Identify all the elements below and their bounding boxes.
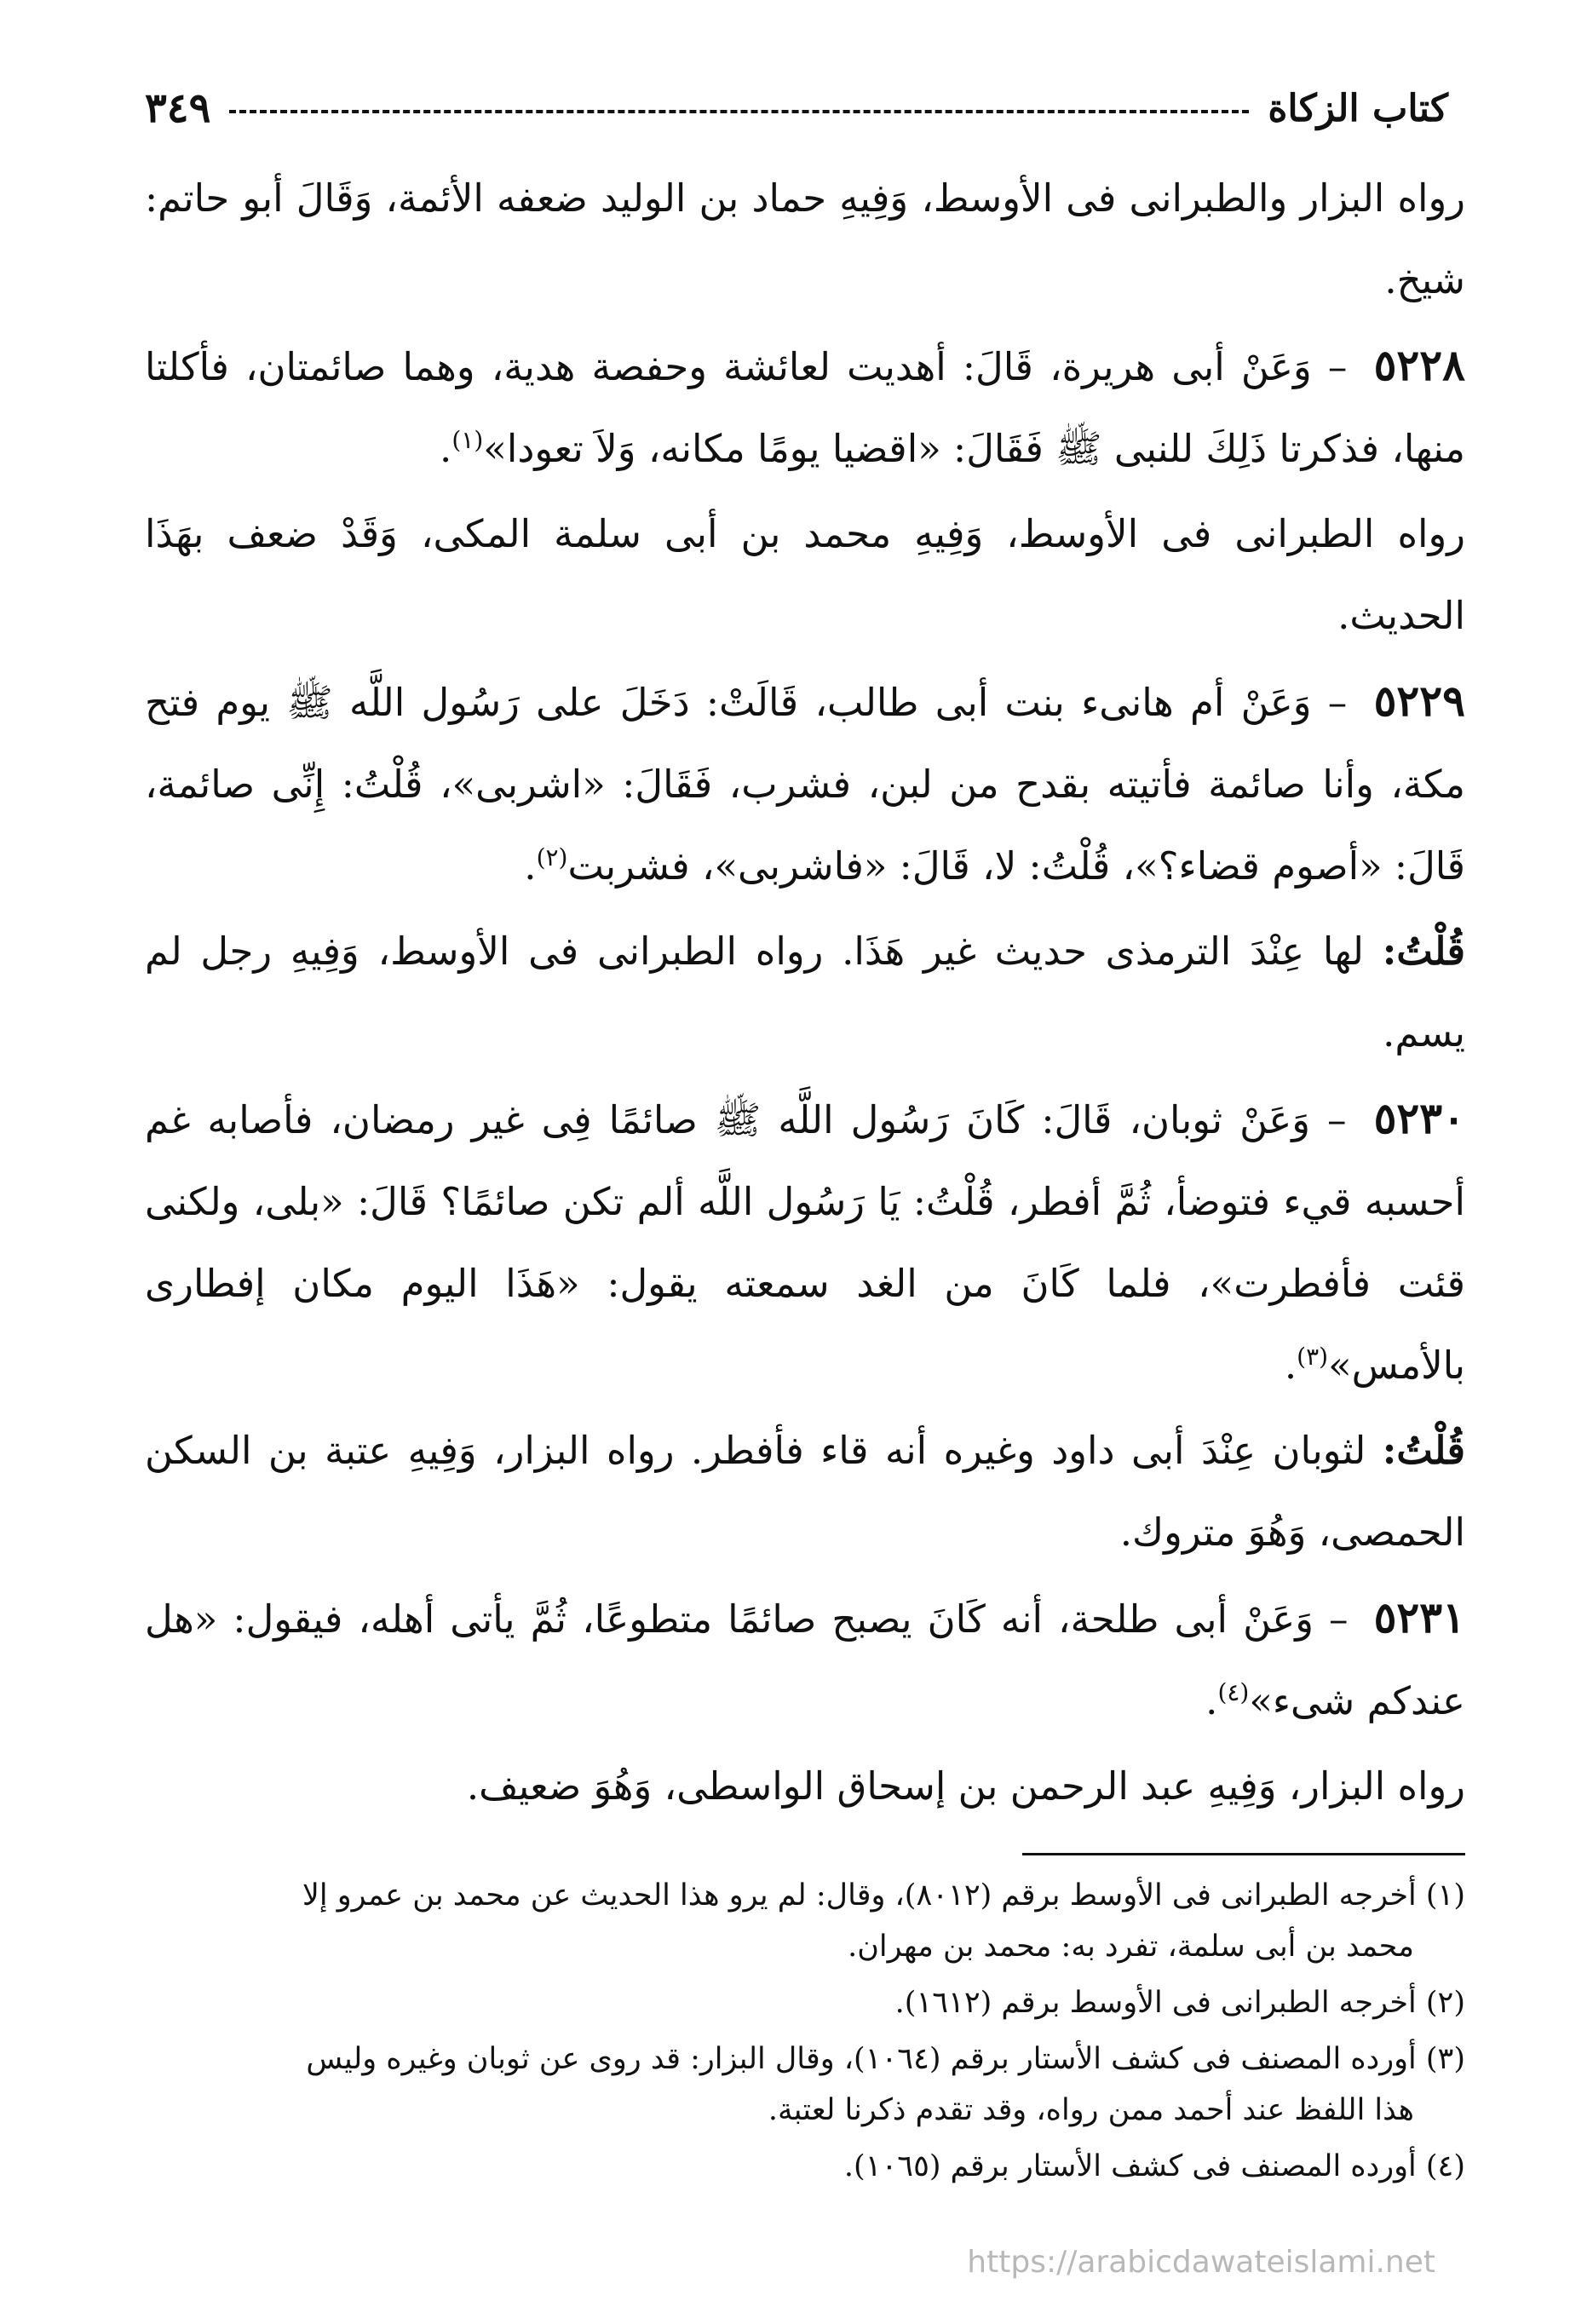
paragraph bbox=[145, 1410, 1465, 1573]
footnote-ref[interactable]: (٤) bbox=[1217, 1678, 1250, 1706]
footnote-text: (١) أخرجه الطبرانى فى الأوسط برقم (٨٠١٢)، وقال: لم يرو هذا الحديث عن محمد بن عمرو إلا bbox=[302, 1878, 1465, 1913]
hadith-5228: ٥٢٢٨ – وَعَنْ أبى هريرة، قَالَ: أهديت لعائشة وحفصة هدية، وهما صائمتان، فأكلتا منها، فذكرتا ذَلِكَ للنبى ﷺ فَقَالَ: «اقضيا يومًا مكانه، وَلاَ تعودا»$^{(١)}$. bbox=[145, 340, 1465, 471]
paragraph-text: لثوبان عِنْدَ أبى داود وغيره أنه قاء فأفطر. رواه البزار، وَفِيهِ عتبة بن السكن الحمصى، وَهُوَ متروك. bbox=[145, 1428, 1465, 1555]
running-header bbox=[145, 78, 1448, 138]
footnote-text: (٤) أورده المصنف فى كشف الأستار برقم (١٠٦٥). bbox=[843, 2149, 1465, 2183]
book-title: كتاب الزكاة bbox=[1268, 86, 1448, 130]
paragraph bbox=[145, 158, 1465, 321]
paragraph bbox=[145, 911, 1465, 1074]
footnote-text-continued: هذا اللفظ عند أحمد ممن رواه، وقد تقدم ذكرنا لعتبة. bbox=[768, 2093, 1414, 2127]
footnote-divider bbox=[1022, 1853, 1465, 1855]
footnote-3 bbox=[141, 2034, 1465, 2136]
hadith-5231: ٥٢٣١ – وَعَنْ أبى طلحة، أنه كَانَ يصبح صائمًا متطوعًا، ثُمَّ يأتى أهله، فيقول: «هل عندكم شىء»$^{(٤)}$. bbox=[145, 1592, 1465, 1723]
paragraph bbox=[145, 1746, 1465, 1827]
paragraph-text: رواه الطبرانى فى الأوسط، وَفِيهِ محمد بن أبى سلمة المكى، وَقَدْ ضعف بهَذَا الحديث. bbox=[145, 511, 1465, 638]
footnotes bbox=[141, 1870, 1465, 2197]
footnote-4 bbox=[141, 2141, 1465, 2192]
paragraph-text: لها عِنْدَ الترمذى حديث غير هَذَا. رواه الطبرانى فى الأوسط، وَفِيهِ رجل لم يسم. bbox=[145, 929, 1465, 1056]
source-watermark: https://arabicdawateislami.net bbox=[967, 2245, 1435, 2280]
header-dashed-rule bbox=[229, 110, 1249, 113]
footnote-ref[interactable]: (١) bbox=[451, 426, 484, 454]
footnote-1 bbox=[141, 1870, 1465, 1972]
hadith-text: – وَعَنْ أبى طلحة، أنه كَانَ يصبح صائمًا متطوعًا، ثُمَّ يأتى أهله، فيقول: «هل عندكم شىء» bbox=[145, 1596, 1465, 1723]
paragraph-text: رواه البزار، وَفِيهِ عبد الرحمن بن إسحاق الواسطى، وَهُوَ ضعيف. bbox=[466, 1763, 1465, 1809]
hadith-number: ٥٢٣٠ bbox=[1373, 1093, 1465, 1143]
paragraph-text: رواه البزار والطبرانى فى الأوسط، وَفِيهِ حماد بن الوليد ضعفه الأئمة، وَقَالَ أبو حاتم: شيخ. bbox=[145, 175, 1465, 302]
hadith-5230: ٥٢٣٠ – وَعَنْ ثوبان، قَالَ: كَانَ رَسُول اللَّه ﷺ صائمًا فِى غير رمضان، فأصابه غم أحسبه قيء فتوضأ، ثُمَّ أفطر، قُلْتُ: يَا رَسُول اللَّه ألم تكن صائمًا؟ قَالَ: «بلى، ولكنى قئت فأفطرت»، فلما كَانَ من الغد سمعته يقول: «هَذَا اليوم مكان إفطارى بالأمس»$^{(٣)}$. bbox=[145, 1093, 1465, 1388]
hadith-5229: ٥٢٢٩ – وَعَنْ أم هانىء بنت أبى طالب، قَالَتْ: دَخَلَ على رَسُول اللَّه ﷺ يوم فتح مكة، وأنا صائمة فأتيته بقدح من لبن، فشرب، فَقَالَ: «اشربى»، قُلْتُ: إِنِّى صائمة، قَالَ: «أصوم قضاء؟»، قُلْتُ: لا، قَالَ: «فاشربى»، فشربت$^{(٢)}$. bbox=[145, 676, 1465, 889]
qult-label: قُلْتُ: bbox=[1382, 929, 1465, 974]
hadith-number: ٥٢٣١ bbox=[1373, 1592, 1465, 1642]
page-number: ٣٤٩ bbox=[145, 84, 211, 132]
paragraph bbox=[145, 493, 1465, 657]
hadith-number: ٥٢٢٩ bbox=[1373, 676, 1465, 726]
footnote-2 bbox=[141, 1977, 1465, 2028]
footnote-text: (٣) أورده المصنف فى كشف الأستار برقم (١٠٦٤)، وقال البزار: قد روى عن ثوبان وغيره وليس bbox=[306, 2042, 1465, 2076]
footnote-text: (٢) أخرجه الطبرانى فى الأوسط برقم (١٦١٢). bbox=[894, 1986, 1465, 2020]
hadith-text: – وَعَنْ أم هانىء بنت أبى طالب، قَالَتْ: دَخَلَ على رَسُول اللَّه ﷺ يوم فتح مكة، وأنا صائمة فأتيته بقدح من لبن، فشرب، فَقَالَ: «اشربى»، قُلْتُ: إِنِّى صائمة، قَالَ: «أصوم قضاء؟»، قُلْتُ: لا، قَالَ: «فاشربى»، فشربت bbox=[145, 680, 1465, 889]
main-text bbox=[145, 158, 1465, 1831]
hadith-text: – وَعَنْ ثوبان، قَالَ: كَانَ رَسُول اللَّه ﷺ صائمًا فِى غير رمضان، فأصابه غم أحسبه قيء فتوضأ، ثُمَّ أفطر، قُلْتُ: يَا رَسُول اللَّه ألم تكن صائمًا؟ قَالَ: «بلى، ولكنى قئت فأفطرت»، فلما كَانَ من الغد سمعته يقول: «هَذَا اليوم مكان إفطارى بالأمس» bbox=[145, 1097, 1465, 1388]
hadith-text: – وَعَنْ أبى هريرة، قَالَ: أهديت لعائشة وحفصة هدية، وهما صائمتان، فأكلتا منها، فذكرتا ذَلِكَ للنبى ﷺ فَقَالَ: «اقضيا يومًا مكانه، وَلاَ تعودا» bbox=[145, 344, 1465, 471]
hadith-number: ٥٢٢٨ bbox=[1373, 340, 1465, 390]
qult-label: قُلْتُ: bbox=[1382, 1428, 1465, 1473]
footnote-ref[interactable]: (٢) bbox=[536, 843, 568, 872]
footnote-text-continued: محمد بن أبى سلمة، تفرد به: محمد بن مهران. bbox=[848, 1930, 1414, 1964]
footnote-ref[interactable]: (٣) bbox=[1297, 1343, 1329, 1371]
